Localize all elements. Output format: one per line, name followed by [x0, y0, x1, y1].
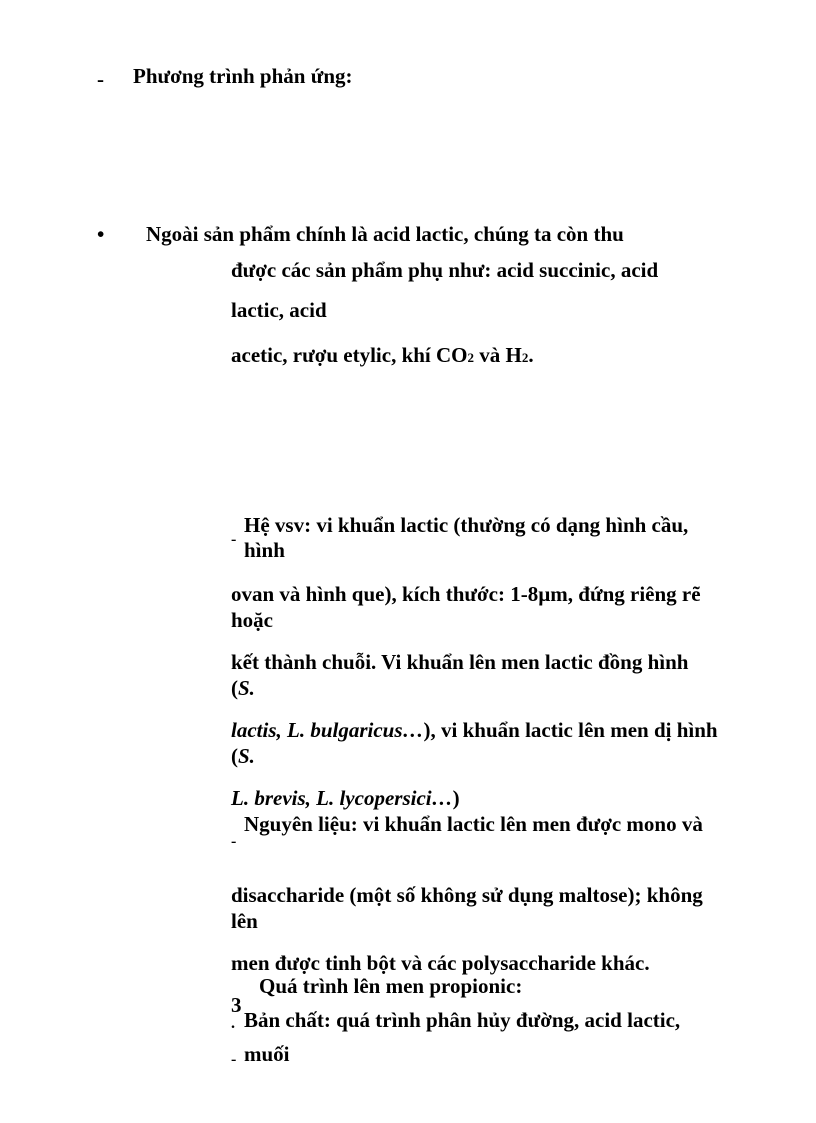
heading-text: Phương trình phản ứng: [133, 64, 353, 88]
ban-chat-line-1: Bản chất: quá trình phân hủy đường, acid lactic, [244, 1008, 681, 1032]
nguyen-lieu-line-2: disaccharide (một số không sử dụng maltose); không [231, 883, 703, 907]
nguyen-lieu-line-2b: lên [231, 909, 258, 933]
section-number: 3 [231, 993, 242, 1017]
section-title: Quá trình lên men propionic: [259, 974, 523, 998]
he-vsv-line-1b: hình [244, 538, 285, 562]
he-vsv-line-1: Hệ vsv: vi khuẩn lactic (thường có dạng hình cầu, [244, 513, 689, 537]
section-number-dot: . [231, 1015, 235, 1032]
he-vsv-dash: - [231, 531, 237, 548]
bullet-line-3: lactic, acid [231, 298, 327, 322]
ban-chat-dash: - [231, 1051, 237, 1068]
subscript-2b: 2 [521, 350, 529, 365]
he-vsv-line-3b: (S. [231, 676, 255, 700]
bullet-line-4: acetic, rượu etylic, khí CO2 và H2. [231, 343, 534, 367]
he-vsv-line-4b: (S. [231, 744, 255, 768]
ban-chat-line-1b: muối [244, 1042, 290, 1066]
bullet-line-1: Ngoài sản phẩm chính là acid lactic, chúng ta còn thu [146, 222, 624, 246]
nguyen-lieu-line-3: men được tinh bột và các polysaccharide khác. [231, 951, 650, 975]
bullet-marker: • [97, 222, 105, 246]
he-vsv-line-2: ovan và hình que), kích thước: 1-8µm, đứng riêng rẽ [231, 582, 701, 606]
subscript-2: 2 [467, 350, 475, 365]
heading-dash: - [97, 67, 104, 91]
he-vsv-line-2b: hoặc [231, 608, 273, 632]
bullet-line-2: được các sản phẩm phụ như: acid succinic, acid [231, 258, 659, 282]
he-vsv-line-3: kết thành chuỗi. Vi khuẩn lên men lactic đồng hình [231, 650, 689, 674]
he-vsv-line-4: lactis, L. bulgaricus…), vi khuẩn lactic lên men dị hình [231, 718, 718, 742]
he-vsv-line-5: L. brevis, L. lycopersici…) [231, 786, 460, 810]
nguyen-lieu-line-1: Nguyên liệu: vi khuẩn lactic lên men được mono và [244, 812, 703, 836]
nguyen-lieu-dash: - [231, 833, 237, 850]
